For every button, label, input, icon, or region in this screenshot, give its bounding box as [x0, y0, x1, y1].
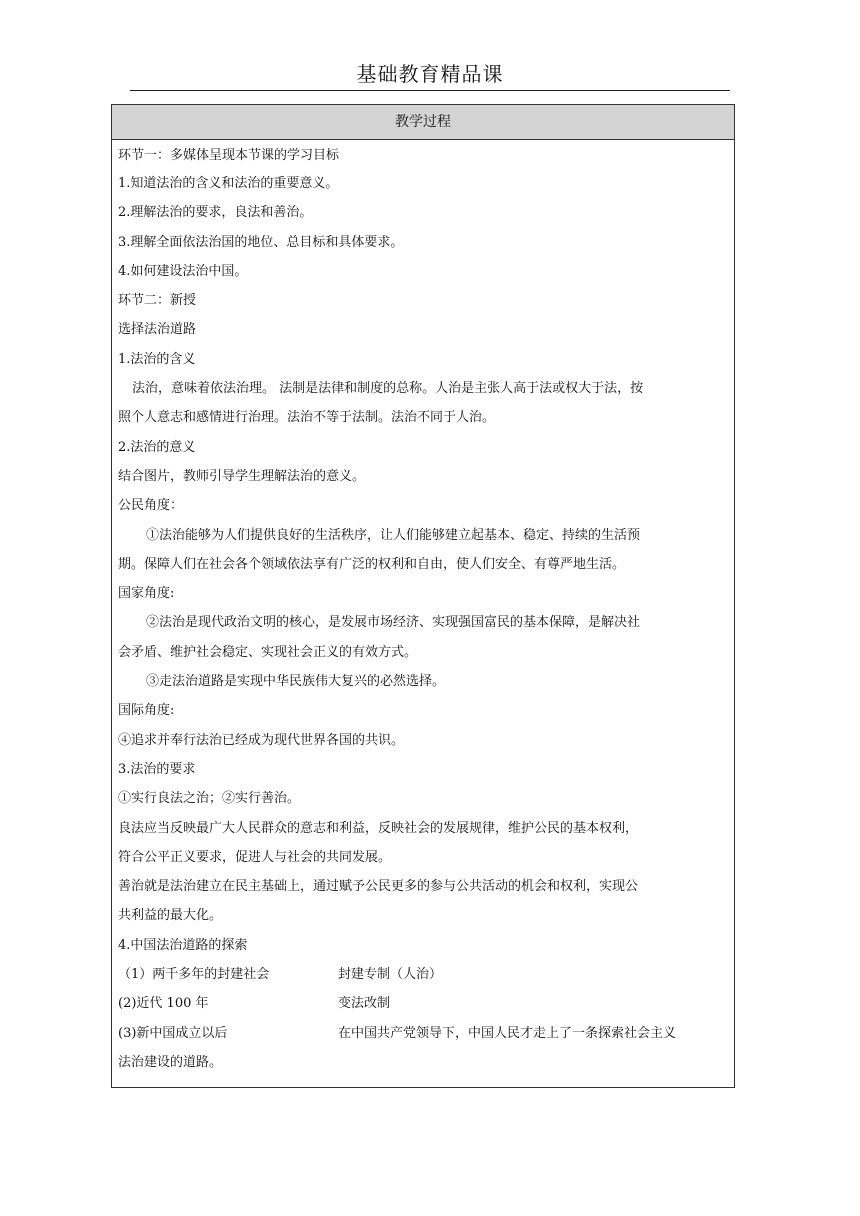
subheading: 4.中国法治道路的探索 — [118, 937, 248, 953]
objective-item: 3.理解全面依法治国的地位、总目标和具体要求。 — [118, 234, 404, 250]
paragraph-line: ④追求并奉行法治已经成为现代世界各国的共识。 — [118, 732, 405, 748]
objective-item: 1.知道法治的含义和法治的重要意义。 — [118, 176, 339, 191]
history-period: (2)近代 100 年 — [118, 996, 209, 1012]
history-row — [118, 960, 728, 989]
perspective-label: 国际角度: — [118, 703, 175, 719]
paragraph-line: ①实行良法之治；②实行善治。 — [118, 791, 301, 807]
table-heading: 教学过程 — [112, 105, 734, 140]
history-row — [118, 989, 728, 1018]
paragraph-line: 共利益的最大化。 — [118, 908, 223, 924]
topic-title: 选择法治道路 — [118, 322, 197, 338]
objective-item: 2.理解法治的要求，良法和善治。 — [118, 205, 313, 221]
history-row — [118, 1019, 728, 1048]
paragraph-line: ②法治是现代政治文明的核心，是发展市场经济、实现强国富民的基本保障，是解决社 — [146, 615, 641, 631]
history-period: （1）两千多年的封建社会 — [118, 967, 270, 983]
teaching-process-table — [111, 104, 735, 1088]
history-description: 变法改制 — [338, 996, 391, 1012]
history-description: 封建专制（人治） — [338, 967, 443, 983]
subheading: 1.法治的含义 — [118, 351, 196, 367]
paragraph-line: 会矛盾、维护社会稳定、实现社会正义的有效方式。 — [118, 644, 418, 660]
history-period: (3)新中国成立以后 — [118, 1025, 228, 1041]
header-rule — [130, 90, 730, 91]
history-description: 在中国共产党领导下，中国人民才走上了一条探索社会主义 — [338, 1025, 677, 1041]
paragraph-line: 善治就是法治建立在民主基础上，通过赋予公民更多的参与公共活动的机会和权利，实现公 — [118, 879, 639, 895]
paragraph-line: 符合公平正义要求，促进人与社会的共同发展。 — [118, 849, 392, 865]
page-header-title: 基础教育精品课 — [356, 62, 504, 86]
paragraph-line: 结合图片，教师引导学生理解法治的意义。 — [118, 468, 366, 484]
subheading: 2.法治的意义 — [118, 439, 196, 455]
perspective-label: 公民角度： — [118, 498, 184, 514]
paragraph-line: 法治，意味着依法治理。 法制是法律和制度的总称。人治是主张人高于法或权大于法，按 — [132, 381, 644, 397]
subheading: 3.法治的要求 — [118, 761, 196, 777]
paragraph-line: 期。保障人们在社会各个领域依法享有广泛的权利和自由，使人们安全、有尊严地生活。 — [118, 556, 626, 572]
paragraph-line: 照个人意志和感情进行治理。法治不等于法制。法治不同于人治。 — [118, 410, 496, 426]
objective-item: 4.如何建设法治中国。 — [118, 263, 248, 279]
paragraph-line: ③走法治道路是实现中华民族伟大复兴的必然选择。 — [146, 674, 446, 690]
section-title: 环节一：多媒体呈现本节课的学习目标 — [118, 148, 340, 163]
paragraph-line: 良法应当反映最广大人民群众的意志和利益，反映社会的发展规律，维护公民的基本权利， — [118, 820, 639, 836]
section-title: 环节二：新授 — [118, 293, 197, 309]
paragraph-line: ①法治能够为人们提供良好的生活秩序，让人们能够建立起基本、稳定、持续的生活预 — [146, 527, 641, 543]
paragraph-line: 法治建设的道路。 — [118, 1054, 223, 1070]
table-body — [112, 140, 734, 1077]
perspective-label: 国家角度: — [118, 586, 175, 602]
